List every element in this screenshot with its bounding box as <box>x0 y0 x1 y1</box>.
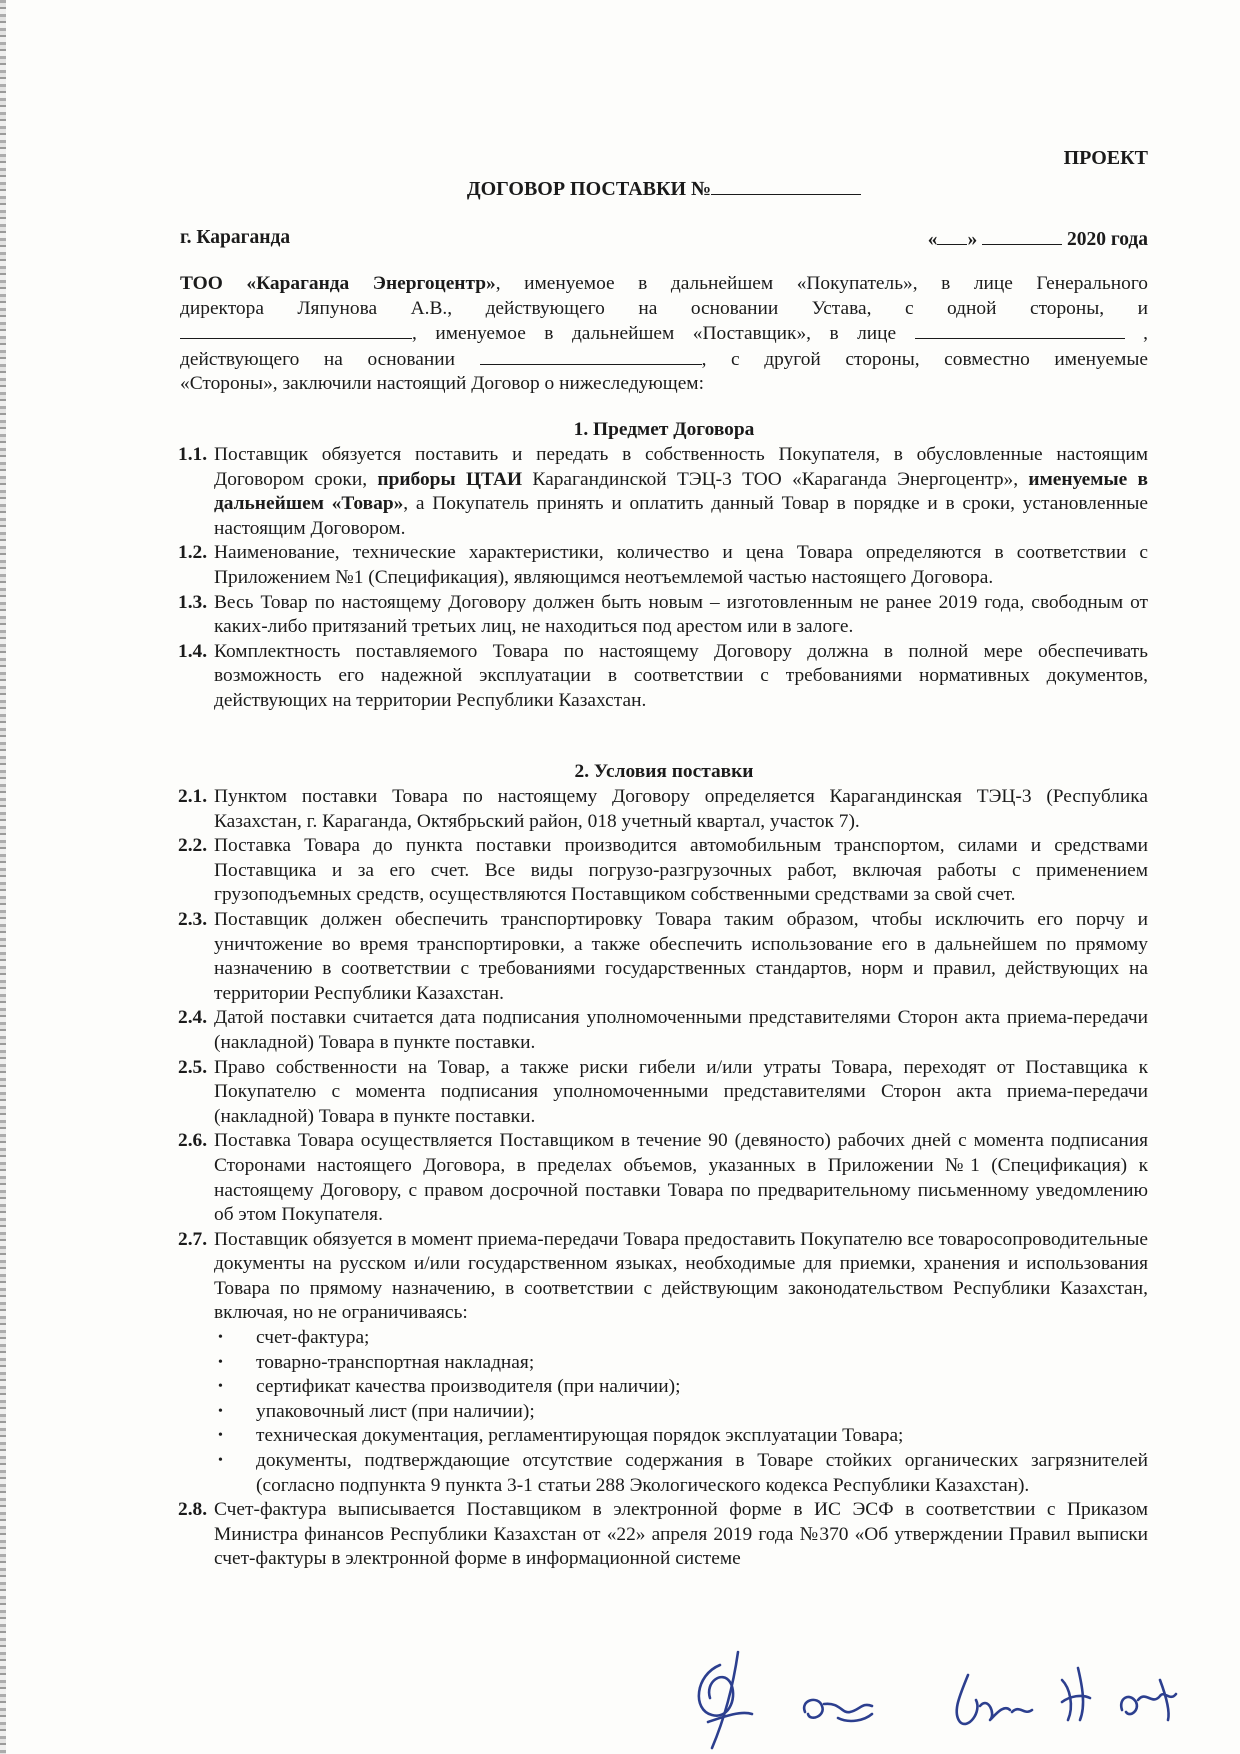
list-item <box>218 1326 1148 1351</box>
clause-text: Поставщик должен обеспечить транспортировку Товара таким образом, чтобы исключить его порчу и уничтожение во время транспортировки, а также обеспечить использование его в дальнейшем по прямому назначению в соответствии с требованиями государственных стандартов, норм и правил, действующих на территории Республики Казахстан. <box>214 908 1148 1004</box>
draft-stamp: ПРОЕКТ <box>1063 147 1148 169</box>
clause-text: Наименование, технические характеристики, количество и цена Товара определяются в соответствии с Приложением №1 (Спецификация), являющимся неотъемлемой частью настоящего Договора. <box>214 542 1148 588</box>
preamble-text: действующего на основании <box>180 348 455 370</box>
preamble-line-5: «Стороны», заключили настоящий Договор о нижеследующем: <box>180 373 704 395</box>
preamble-text: , именуемое в дальнейшем «Покупатель», в лице Генерального <box>495 273 1148 294</box>
clause-number: 2.1. <box>178 786 208 807</box>
clause-text: Датой поставки считается дата подписания уполномоченными представителями Сторон акта приема-передачи (накладной) Товара в пункте поставки. <box>214 1007 1148 1053</box>
clause <box>180 1006 1148 1055</box>
clause-text-part: , а Покупатель принять и оплатить данный Товар в порядке и в сроки, установленные настоящим Договором. <box>214 493 1148 539</box>
clause-text: Поставка Товара осуществляется Поставщиком в течение 90 (девяносто) рабочих дней с момента подписания Сторонами настоящего Договора, в пределах объемов, указанных в Приложении №1 (Спецификация) к настоящему Договору, с правом досрочной поставки Товара по предварительному письменному уведомлению об этом Покупателя. <box>214 1130 1148 1226</box>
supplier-basis-blank <box>480 347 702 365</box>
list-item <box>218 1424 1148 1449</box>
clause-text: Поставщик обязуется в момент приема-передачи Товара предоставить Покупателю все товаросопроводительные документы на русском и/или государственном языках, необходимые для приемки, хранения и использования Товара по прямому назначению, в соответствии с действующим законодательством Республики Казахстан, включая, но не ограничиваясь: <box>214 1228 1149 1324</box>
clause <box>180 834 1148 908</box>
signature-5 <box>1121 1680 1176 1720</box>
signature-3 <box>957 1675 1032 1724</box>
clause <box>180 1129 1148 1227</box>
clause-number: 1.3. <box>178 591 208 613</box>
bullet-icon: • <box>218 1453 223 1469</box>
buyer-name: ТОО «Караганда Энергоцентр» <box>180 273 496 294</box>
clause-text: Поставка Товара до пункта поставки производится автомобильным транспортом, силами и средствами Поставщика и за его счет. Все виды погрузо-разгрузочных работ, включая работы с применением грузоподъемных средств, осуществляются Поставщиком собственными средствами за свой счет. <box>214 835 1148 906</box>
clause-number: 2.2. <box>178 835 208 857</box>
list-item <box>218 1375 1148 1400</box>
clause-text: Право собственности на Товар, а также риски гибели и/или утраты Товара, переходят от Поставщика к Покупателю с момента подписания уполномоченными представителями Сторон акта приема-передачи (накладной) Товара в пункте поставки. <box>214 1056 1148 1127</box>
bullet-icon: • <box>218 1428 223 1444</box>
clause-number: 2.3. <box>178 908 208 930</box>
section-2-title: 2. Условия поставки <box>574 761 754 782</box>
clause <box>180 541 1148 590</box>
list-item-text: сертификат качества производителя (при наличии); <box>256 1376 681 1398</box>
list-item <box>218 1449 1148 1498</box>
list-item-text: товарно-транспортная накладная; <box>256 1351 535 1373</box>
section-2-clauses <box>180 785 1148 1572</box>
supplier-name-blank <box>180 321 412 339</box>
list-item-text: техническая документация, регламентирующая порядок эксплуатации Товара; <box>256 1425 904 1447</box>
clause <box>180 1228 1148 1326</box>
date-field <box>928 226 1148 253</box>
signature-4 <box>1062 1668 1090 1720</box>
clause <box>180 785 1148 834</box>
preamble-line-2: директора Ляпунова А.В., действующего на основании Устава, с одной стороны, и <box>180 297 1148 319</box>
list-item <box>218 1351 1148 1376</box>
clause <box>180 591 1148 640</box>
clause-number: 2.7. <box>178 1228 208 1250</box>
clause-number: 2.8. <box>178 1499 208 1521</box>
clause-number: 2.4. <box>178 1007 208 1029</box>
clause-text: Счет-фактура выписывается Поставщиком в электронной форме в ИС ЭСФ в соответствии с Приказом Министра финансов Республики Казахстан от «22» апреля 2019 года №370 «Об утверждении Правил выписки счет-фактуры в электронной форме в информационной системе <box>214 1499 1148 1570</box>
clause-text: Комплектность поставляемого Товара по настоящему Договору должна в полной мере обеспечивать возможность его надежной эксплуатации в соответствии с требованиями нормативных документов, действующих на территории Республики Казахстан. <box>214 640 1148 711</box>
clause-text-part: Карагандинской ТЭЦ-3 ТОО «Караганда Энергоцентр», <box>522 468 1029 490</box>
handwritten-signatures <box>690 1640 1210 1750</box>
clause-text-part: Поставщик обязуется поставить и передать в собственность Покупателя, в обусловленные настоящим Договором сроки, <box>214 444 1148 490</box>
clause <box>180 640 1148 714</box>
supplier-rep-blank <box>915 321 1125 339</box>
date-year: 2020 года <box>1066 229 1148 250</box>
clause <box>180 1056 1148 1130</box>
preamble <box>180 272 1148 397</box>
date-quote-close: » <box>967 229 978 250</box>
contract-title <box>180 176 1148 202</box>
contract-title-text: ДОГОВОР ПОСТАВКИ № <box>466 178 712 200</box>
list-item-text: документы, подтверждающие отсутствие содержания в Товаре стойких органических загрязнителей (согласно подпункта 9 пункта 3-1 статьи 288 Экологического кодекса Республики Казахстан). <box>256 1450 1148 1496</box>
clause <box>180 443 1148 541</box>
clause-text-bold: приборы ЦТАИ <box>377 468 523 490</box>
signature-1 <box>699 1652 752 1748</box>
clause-number: 1.2. <box>178 542 208 564</box>
bullet-icon: • <box>218 1403 223 1419</box>
contract-number-blank <box>711 176 861 195</box>
bullet-icon: • <box>218 1330 223 1346</box>
clause <box>180 1498 1148 1572</box>
preamble-text: , с другой стороны, совместно именуемые <box>701 348 1148 370</box>
signature-2 <box>804 1700 872 1721</box>
clause-number: 1.1. <box>178 444 208 465</box>
scan-edge-artifact <box>0 0 6 1754</box>
clause-text-bold: именуемые в дальнейшем «Товар» <box>214 468 1149 515</box>
preamble-line-3 <box>180 321 1148 347</box>
preamble-comma: , <box>1143 323 1148 345</box>
clause-text <box>214 443 1148 541</box>
section-1-title: 1. Предмет Договора <box>573 419 755 440</box>
clause-number: 2.6. <box>178 1130 208 1152</box>
list-item <box>218 1400 1148 1425</box>
clause-text: Весь Товар по настоящему Договору должен быть новым – изготовленным не ранее 2019 года, свободным от каких-либо притязаний третьих лиц, не находиться под арестом или в залоге. <box>214 591 1148 638</box>
preamble-text: , именуемое в дальнейшем «Поставщик», в лице <box>412 323 897 345</box>
preamble-line-1 <box>180 272 1148 297</box>
date-quote-open: « <box>927 229 938 250</box>
list-item-text: упаковочный лист (при наличии); <box>256 1400 535 1422</box>
day-blank <box>937 226 967 245</box>
city: г. Караганда <box>180 227 291 248</box>
month-blank <box>982 226 1062 245</box>
list-item-text: счет-фактура; <box>256 1327 370 1349</box>
place-date-line <box>180 226 1148 251</box>
clause <box>180 908 1148 1006</box>
clause-number: 1.4. <box>178 640 208 662</box>
bullet-icon: • <box>218 1354 223 1370</box>
bullet-icon: • <box>218 1379 223 1395</box>
documents-list <box>180 1326 1148 1498</box>
clause-text: Пунктом поставки Товара по настоящему Договору определяется Карагандинская ТЭЦ-3 (Республика Казахстан, г. Караганда, Октябрьский район, 018 учетный квартал, участок 7). <box>214 786 1148 832</box>
preamble-line-4 <box>180 347 1148 373</box>
section-1-clauses <box>180 443 1148 714</box>
clause-number: 2.5. <box>178 1056 208 1078</box>
